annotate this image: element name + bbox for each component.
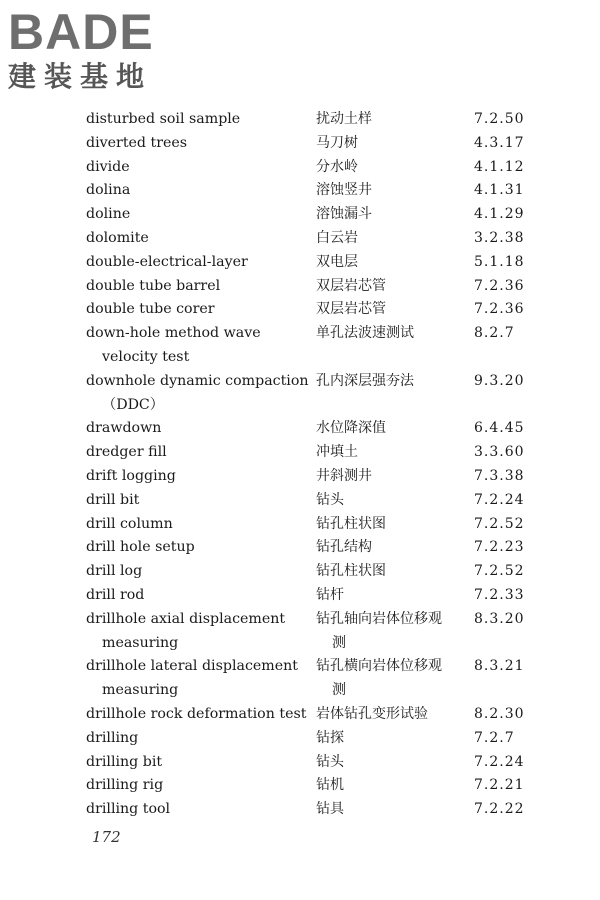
glossary-row [86, 584, 546, 608]
glossary-row [86, 251, 546, 275]
chinese-term [316, 798, 464, 822]
section-number: 7.2.52 [474, 563, 525, 580]
chinese-term-line: 钻探 [316, 729, 344, 746]
english-term-line: doline [86, 206, 131, 223]
english-term-line: drill column [86, 515, 173, 532]
chinese-term-line: 白云岩 [316, 229, 358, 246]
glossary-row [86, 132, 546, 156]
section-number: 7.3.38 [474, 467, 525, 484]
chinese-term-line: 溶蚀漏斗 [316, 206, 372, 223]
english-term-line: drillhole rock deformation test [86, 705, 307, 722]
chinese-term-line: 钻头 [316, 491, 344, 508]
english-term [86, 751, 310, 775]
glossary-row [86, 298, 546, 322]
section-number: 5.1.18 [474, 253, 525, 270]
chinese-term [316, 203, 464, 227]
chinese-term-line: 双电层 [316, 253, 358, 270]
english-term [86, 727, 310, 751]
english-term-continuation: velocity test [102, 348, 190, 365]
section-number: 9.3.20 [474, 372, 525, 389]
english-term [86, 655, 310, 703]
section-number: 8.2.7 [474, 325, 515, 342]
chinese-term-line: 钻孔轴向岩体位移观 [316, 610, 442, 627]
section-number: 4.1.29 [474, 206, 525, 223]
english-term [86, 417, 310, 441]
english-term-line: drift logging [86, 467, 176, 484]
logo-chinese-text: 建装基地 [8, 60, 153, 93]
english-term [86, 536, 310, 560]
glossary-row [86, 370, 546, 418]
section-number: 4.3.17 [474, 134, 525, 151]
glossary-row [86, 560, 546, 584]
section-number: 3.3.60 [474, 444, 525, 461]
chinese-term-line: 双层岩芯管 [316, 277, 386, 294]
section-number: 7.2.7 [474, 729, 515, 746]
chinese-term [316, 322, 464, 346]
english-term [86, 798, 310, 822]
english-term-line: dolomite [86, 229, 149, 246]
chinese-term [316, 275, 464, 299]
english-term-line: drilling rig [86, 777, 164, 794]
english-term [86, 298, 310, 322]
chinese-term-line: 水位降深值 [316, 420, 386, 437]
section-number: 8.3.20 [474, 610, 525, 627]
chinese-term [316, 441, 464, 465]
glossary-row [86, 513, 546, 537]
glossary-row [86, 774, 546, 798]
chinese-term-continuation: 测 [332, 634, 346, 651]
glossary-row [86, 489, 546, 513]
chinese-term [316, 179, 464, 203]
glossary-row [86, 156, 546, 180]
chinese-term [316, 132, 464, 156]
chinese-term-line: 岩体钻孔变形试验 [316, 705, 428, 722]
chinese-term [316, 655, 464, 703]
english-term-line: disturbed soil sample [86, 111, 241, 127]
english-term-continuation: （DDC） [102, 396, 164, 413]
chinese-term [316, 751, 464, 775]
english-term-line: drawdown [86, 420, 162, 437]
glossary-entries [86, 108, 546, 822]
english-term [86, 441, 310, 465]
english-term-line: double-electrical-layer [86, 253, 248, 270]
chinese-term-line: 单孔法波速测试 [316, 325, 414, 342]
section-number: 8.2.30 [474, 705, 525, 722]
chinese-term-line: 井斜测井 [316, 467, 372, 484]
section-number: 7.2.52 [474, 515, 525, 532]
english-term [86, 108, 310, 132]
english-term-line: drillhole lateral displacement [86, 658, 298, 675]
chinese-term [316, 774, 464, 798]
english-term-continuation: measuring [102, 682, 179, 699]
glossary-row [86, 655, 546, 703]
english-term-continuation: measuring [102, 634, 179, 651]
chinese-term-line: 钻孔柱状图 [316, 515, 386, 532]
english-term-line: drill rod [86, 586, 145, 603]
chinese-term-line: 马刀树 [316, 134, 358, 151]
english-term-line: drilling bit [86, 753, 163, 770]
english-term [86, 275, 310, 299]
section-number: 4.1.31 [474, 182, 525, 199]
section-number: 3.2.38 [474, 229, 525, 246]
english-term [86, 489, 310, 513]
chinese-term-continuation: 测 [332, 682, 346, 699]
chinese-term [316, 513, 464, 537]
english-term [86, 322, 310, 370]
section-number: 7.2.21 [474, 777, 525, 794]
chinese-term-line: 孔内深层强夯法 [316, 372, 414, 389]
chinese-term-line: 双层岩芯管 [316, 301, 386, 318]
glossary-row [86, 203, 546, 227]
chinese-term [316, 608, 464, 656]
glossary-row [86, 536, 546, 560]
section-number: 7.2.36 [474, 277, 525, 294]
section-number: 7.2.23 [474, 539, 525, 556]
english-term [86, 370, 310, 418]
section-number: 7.2.50 [474, 111, 525, 127]
chinese-term-line: 钻孔柱状图 [316, 563, 386, 580]
english-term-line: double tube corer [86, 301, 215, 318]
chinese-term [316, 298, 464, 322]
section-number: 7.2.36 [474, 301, 525, 318]
chinese-term [316, 108, 464, 132]
chinese-term [316, 251, 464, 275]
english-term [86, 203, 310, 227]
english-term-line: dolina [86, 182, 131, 199]
english-term-line: downhole dynamic compaction [86, 372, 309, 389]
english-term [86, 584, 310, 608]
english-term [86, 465, 310, 489]
english-term-line: down-hole method wave [86, 325, 261, 342]
chinese-term [316, 584, 464, 608]
section-number: 7.2.24 [474, 753, 525, 770]
english-term-line: divide [86, 158, 130, 175]
english-term [86, 227, 310, 251]
english-term-line: drillhole axial displacement [86, 610, 286, 627]
english-term [86, 513, 310, 537]
chinese-term-line: 钻杆 [316, 586, 344, 603]
chinese-term [316, 370, 464, 394]
english-term-line: drilling tool [86, 801, 171, 818]
chinese-term-line: 分水岭 [316, 158, 358, 175]
logo [8, 6, 154, 94]
glossary-row [86, 108, 546, 132]
english-term-line: double tube barrel [86, 277, 221, 294]
english-term-line: drill hole setup [86, 539, 195, 556]
english-term-line: drill bit [86, 491, 140, 508]
english-term [86, 132, 310, 156]
english-term [86, 703, 310, 727]
chinese-term [316, 703, 464, 727]
chinese-term [316, 489, 464, 513]
chinese-term [316, 536, 464, 560]
chinese-term [316, 560, 464, 584]
english-term-line: drill log [86, 563, 143, 580]
glossary-row [86, 751, 546, 775]
section-number: 6.4.45 [474, 420, 525, 437]
logo-wordmark: BADE [8, 4, 154, 60]
section-number: 7.2.33 [474, 586, 525, 603]
glossary-row [86, 798, 546, 822]
chinese-term-line: 钻具 [316, 801, 344, 818]
glossary-row [86, 441, 546, 465]
chinese-term-line: 扰动土样 [316, 111, 372, 127]
english-term [86, 156, 310, 180]
chinese-term-line: 溶蚀竖井 [316, 182, 372, 199]
chinese-term [316, 465, 464, 489]
english-term-line: diverted trees [86, 134, 188, 151]
english-term-line: dredger fill [86, 444, 167, 461]
english-term [86, 251, 310, 275]
english-term [86, 774, 310, 798]
chinese-term-line: 钻头 [316, 753, 344, 770]
english-term [86, 179, 310, 203]
chinese-term-line: 冲填土 [316, 444, 358, 461]
english-term [86, 560, 310, 584]
chinese-term-line: 钻孔横向岩体位移观 [316, 658, 442, 675]
chinese-term-line: 钻孔结构 [316, 539, 372, 556]
glossary-row [86, 227, 546, 251]
glossary-row [86, 322, 546, 370]
glossary-row [86, 608, 546, 656]
glossary-row [86, 727, 546, 751]
chinese-term [316, 727, 464, 751]
section-number: 7.2.24 [474, 491, 525, 508]
section-number: 8.3.21 [474, 658, 525, 675]
glossary-row [86, 179, 546, 203]
glossary-row [86, 417, 546, 441]
english-term-line: drilling [86, 729, 139, 746]
english-term [86, 608, 310, 656]
section-number: 4.1.12 [474, 158, 525, 175]
glossary-row [86, 703, 546, 727]
chinese-term-line: 钻机 [316, 777, 344, 794]
glossary-row [86, 465, 546, 489]
section-number: 7.2.22 [474, 801, 525, 818]
chinese-term [316, 227, 464, 251]
chinese-term [316, 156, 464, 180]
chinese-term [316, 417, 464, 441]
glossary-row [86, 275, 546, 299]
page-number: 172 [92, 828, 121, 846]
